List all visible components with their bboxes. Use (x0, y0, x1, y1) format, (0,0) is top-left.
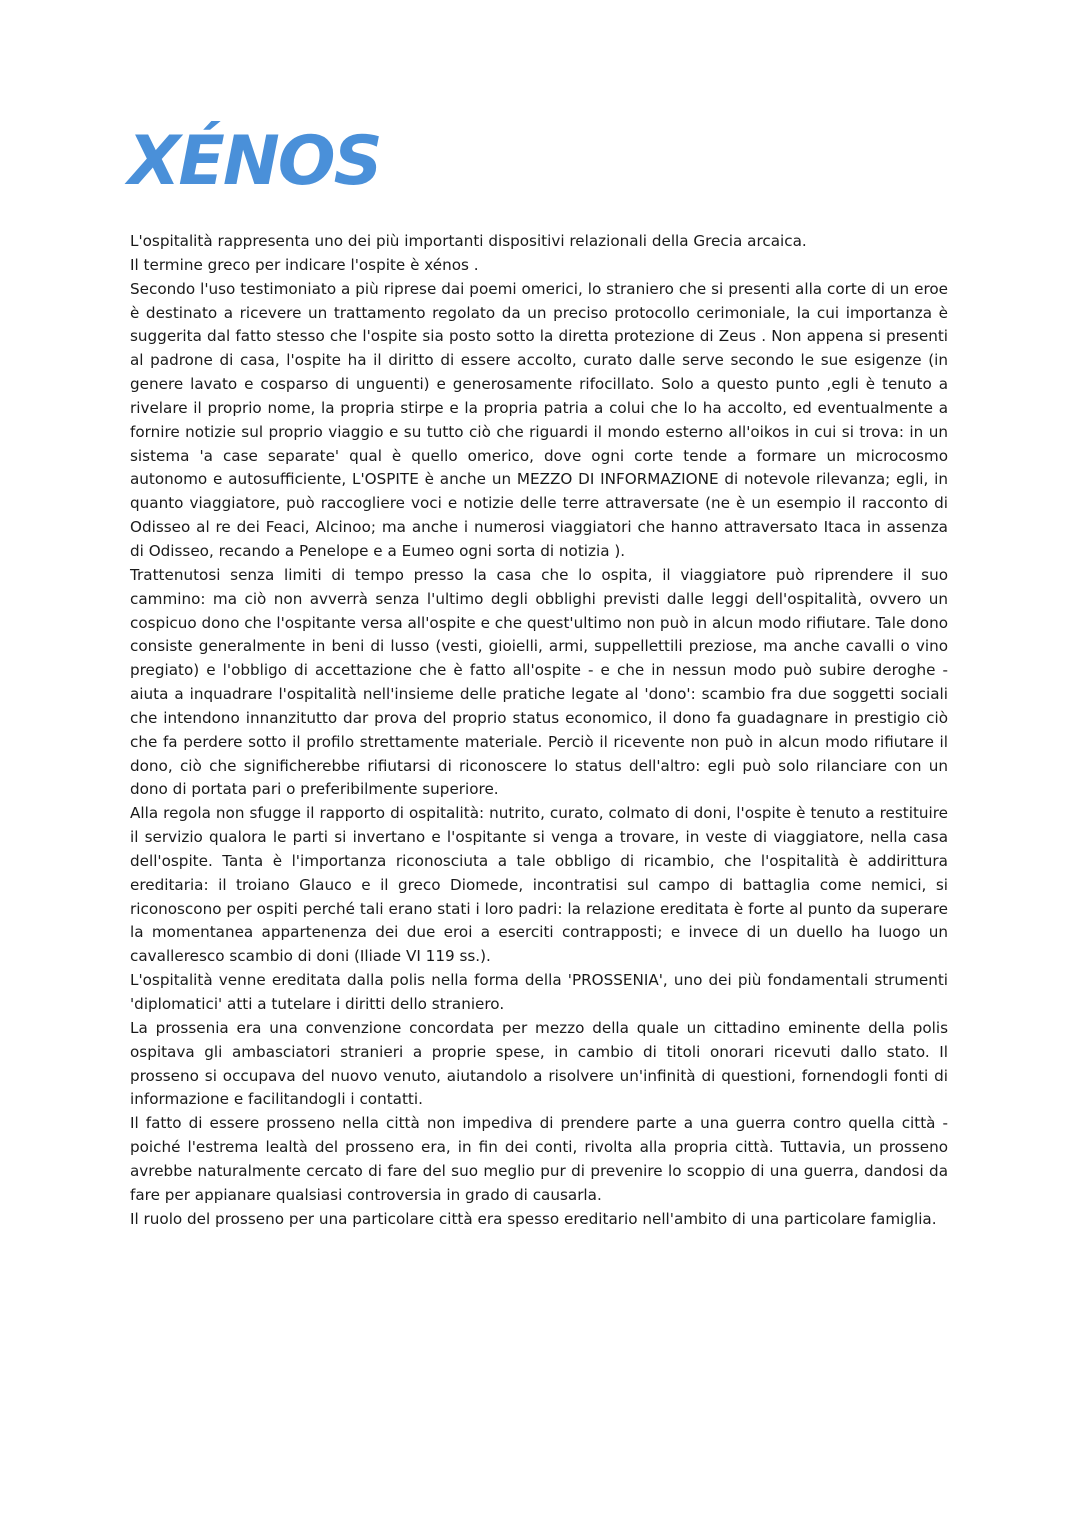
paragraph-gift: Trattenutosi senza limiti di tempo presso la casa che lo ospita, il viaggiatore può riprendere il suo cammino: ma ciò non avverrà senza l'ultimo degli obblighi previsti dalle leggi dell'ospitalità, ovvero un cospicuo dono che l'ospitante versa all'ospite e che quest'ultimo non può in alcun modo rifiutare. Tale dono consiste generalmente in beni di lusso (vesti, gioielli, armi, suppellettili preziose, ma anche cavalli o vino pregiato) e l'obbligo di accettazione che è fatto all'ospite - e che in nessun modo può subire deroghe - aiuta a inquadrare l'ospitalità nell'insieme delle pratiche legate al 'dono': scambio fra due soggetti sociali che intendono innanzitutto dar prova del proprio status economico, il dono fa guadagnare in prestigio ciò che fa perdere sotto il profilo strettamente materiale. Perciò il ricevente non può in alcun modo rifiutare il dono, ciò che significherebbe rifiutarsi di riconoscere lo status dell'altro: egli può solo rilanciare con un dono di portata pari o preferibilmente superiore. (130, 565, 948, 799)
paragraph-prosseno-war: Il fatto di essere prosseno nella città non impediva di prendere parte a una guerra contro quella città - poiché l'estrema lealtà del prosseno era, in fin dei conti, rivolta alla propria città. Tuttavia, un prosseno avrebbe naturalmente cercato di fare del suo meglio pur di prevenire lo scoppio di una guerra, dandosi da fare per appianare qualsiasi controversia in grado di causarla. (130, 1114, 948, 1204)
paragraph-intro: L'ospitalità rappresenta uno dei più importanti dispositivi relazionali della Grecia arcaica. Il termine greco per indicare l'ospite è xénos . (130, 232, 807, 274)
document-body (130, 230, 948, 1231)
page-title: XÉNOS (128, 122, 381, 201)
paragraph-prossenia-intro: L'ospitalità venne ereditata dalla polis nella forma della 'PROSSENIA', uno dei più fondamentali strumenti 'diplomatici' atti a tutelare i diritti dello straniero. (130, 971, 948, 1013)
paragraph-prosseno-family: Il ruolo del prosseno per una particolare città era spesso ereditario nell'ambito di una particolare famiglia. (130, 1209, 937, 1228)
paragraph-homeric-custom: Secondo l'uso testimoniato a più riprese dai poemi omerici, lo straniero che si presenti alla corte di un eroe è destinato a ricevere un trattamento regolato da un preciso protocollo cerimoniale, la cui importanza è suggerita dal fatto stesso che l'ospite sia posto sotto la diretta protezione di Zeus . Non appena si presenti al padrone di casa, l'ospite ha il diritto di essere accolto, curato dalle serve secondo le sue esigenze (in genere lavato e cosparso di unguenti) e generosamente rifocillato. Solo a questo punto ,egli è tenuto a rivelare il proprio nome, la propria stirpe e la propria patria a colui che lo ha accolto, ed eventualmente a fornire notizie sul proprio viaggio e su tutto ciò che riguardi il mondo esterno all'oikos in cui si trova: in un sistema 'a case separate' qual è quello omerico, dove ogni corte tende a formare un microcosmo autonomo e autosufficiente, L'OSPITE è anche un MEZZO DI INFORMAZIONE di notevole rilevanza; egli, in quanto viaggiatore, può raccogliere voci e notizie delle terre attraversate (ne è un esempio il racconto di Odisseo al re dei Feaci, Alcinoo; ma anche i numerosi viaggiatori che hanno attraversato Itaca in assenza di Odisseo, recando a Penelope e a Eumeo ogni sorta di notizia ). (130, 279, 948, 560)
paragraph-hereditary: Alla regola non sfugge il rapporto di ospitalità: nutrito, curato, colmato di doni, l'ospite è tenuto a restituire il servizio qualora le parti si invertano e l'ospitante si venga a trovare, in veste di viaggiatore, nella casa dell'ospite. Tanta è l'importanza riconosciuta a tale obbligo di ricambio, che l'ospitalità è addirittura ereditaria: il troiano Glauco e il greco Diomede, incontratisi sul campo di battaglia come nemici, si riconoscono per ospiti perché tali erano stati i loro padri: la relazione ereditata è forte al punto da superare la momentanea appartenenza dei due eroi a eserciti contrapposti; e invece di un duello ha luogo un cavalleresco scambio di doni (Iliade VI 119 ss.). (130, 804, 948, 966)
paragraph-prossenia-definition: La prossenia era una convenzione concordata per mezzo della quale un cittadino eminente della polis ospitava gli ambasciatori stranieri a proprie spese, in cambio di titoli onorari ricevuti dallo stato. Il prosseno si occupava del nuovo venuto, aiutandolo a risolvere un'infinità di questioni, fornendogli fonti di informazione e facilitandogli i contatti. (130, 1018, 948, 1109)
